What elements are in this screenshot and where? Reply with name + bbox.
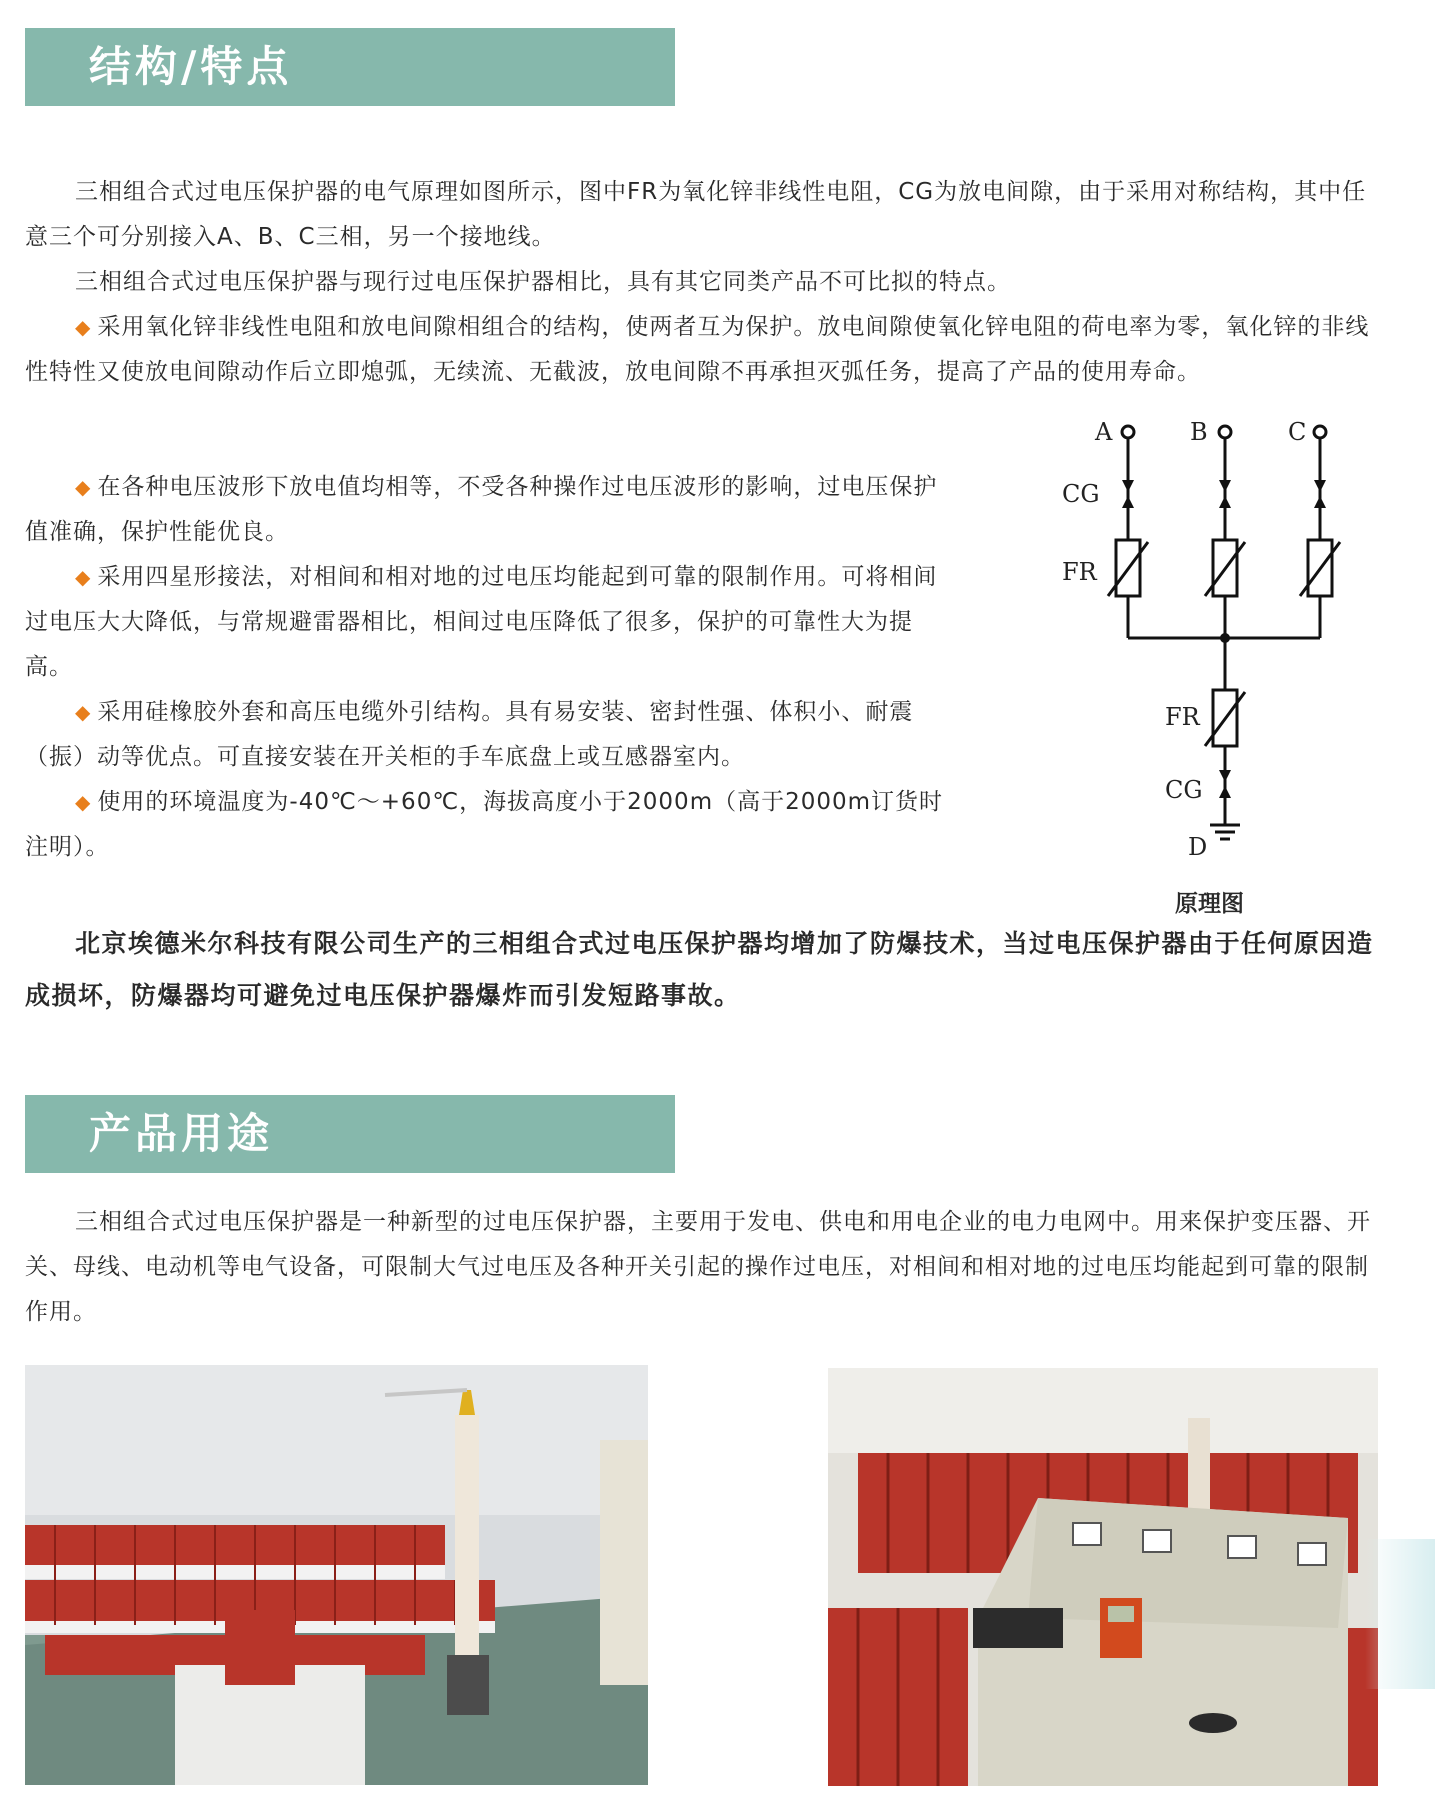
control-panel-photo-right — [828, 1368, 1378, 1786]
section-title-usage: 产品用途 — [25, 1095, 675, 1173]
diamond-bullet-icon: ◆ — [75, 790, 92, 814]
label-d: D — [1188, 833, 1208, 861]
label-fr-top: FR — [1062, 558, 1097, 586]
terminal-a — [1122, 426, 1134, 438]
label-a: A — [1095, 418, 1113, 446]
intro-paragraph: 三相组合式过电压保护器的电气原理如图所示，图中FR为氧化锌非线性电阻，CG为放电间隙，由于采用对称结构，其中任意三个可分别接入A、B、C三相，另一个接地线。 — [25, 179, 1367, 250]
feature-bullet-4: ◆ 采用硅橡胶外套和高压电缆外引结构。具有易安装、密封性强、体积小、耐震（振）动等优点。可直接安装在开关柜的手车底盘上或互感器室内。 — [25, 699, 914, 770]
label-c: C — [1288, 418, 1307, 446]
diamond-bullet-icon: ◆ — [75, 315, 92, 339]
feature-bullet-5: ◆ 使用的环境温度为-40℃～+60℃，海拔高度小于2000m（高于2000m订货时注明）。 — [25, 789, 944, 860]
diamond-bullet-icon: ◆ — [75, 565, 92, 589]
label-fr-bottom: FR — [1165, 703, 1200, 731]
usage-paragraph: 三相组合式过电压保护器是一种新型的过电压保护器，主要用于发电、供电和用电企业的电力电网中。用来保护变压器、开关、母线、电动机等电气设备，可限制大气过电压及各种开关引起的操作过电压，对相间和相对地的过电压均能起到可靠的限制作用。 — [25, 1209, 1371, 1325]
principle-diagram — [1040, 400, 1380, 880]
diamond-bullet-icon: ◆ — [75, 475, 92, 499]
terminal-b — [1219, 426, 1231, 438]
feature-bullet-1: ◆ 采用氧化锌非线性电阻和放电间隙相组合的结构，使两者互为保护。放电间隙使氧化锌电阻的荷电率为零，氧化锌的非线性特性又使放电间隙动作后立即熄弧，无续流、无截波，放电间隙不再承担灭弧任务，提高了产品的使用寿命。 — [25, 314, 1370, 385]
diamond-bullet-icon: ◆ — [75, 700, 92, 724]
company-note: 北京埃德米尔科技有限公司生产的三相组合式过电压保护器均增加了防爆技术，当过电压保护器由于任何原因造成损坏，防爆器均可避免过电压保护器爆炸而引发短路事故。 — [25, 929, 1374, 1010]
edge-gradient — [1365, 1539, 1435, 1689]
section-title-structure: 结构/特点 — [25, 28, 675, 106]
label-cg-bottom: CG — [1165, 776, 1203, 804]
test-lab-photo-left — [25, 1365, 648, 1785]
diagram-caption: 原理图 — [1175, 891, 1244, 917]
feature-bullet-3: ◆ 采用四星形接法，对相间和相对地的过电压均能起到可靠的限制作用。可将相间过电压大大降低，与常规避雷器相比，相间过电压降低了很多，保护的可靠性大为提高。 — [25, 564, 938, 680]
terminal-c — [1314, 426, 1326, 438]
label-cg-top: CG — [1062, 480, 1100, 508]
feature-bullet-2: ◆ 在各种电压波形下放电值均相等，不受各种操作过电压波形的影响，过电压保护值准确，保护性能优良。 — [25, 474, 938, 545]
comparison-paragraph: 三相组合式过电压保护器与现行过电压保护器相比，具有其它同类产品不可比拟的特点。 — [75, 269, 1011, 295]
label-b: B — [1190, 418, 1208, 446]
